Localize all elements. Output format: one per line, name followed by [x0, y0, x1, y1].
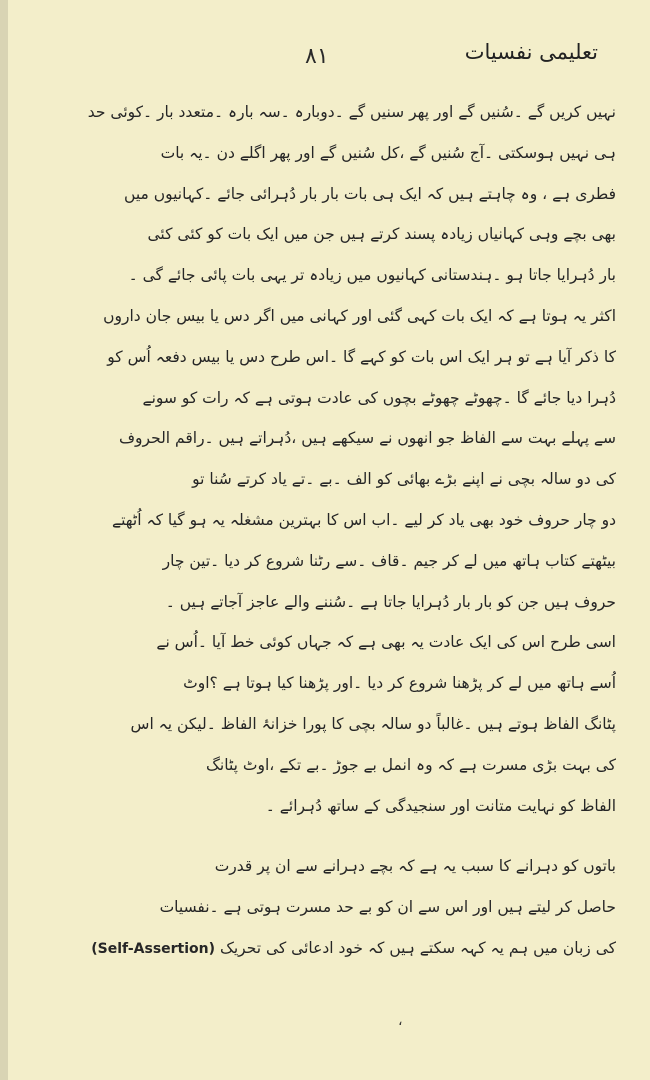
text-line: حاصل کر لیتے ہیں اور اس سے ان کو بے حد مسرت ہوتی ہے ۔نفسیات: [159, 898, 616, 917]
paragraph-gap: [46, 826, 616, 846]
book-title: تعلیمی نفسیات: [464, 40, 598, 64]
text-line: سے پہلے بہت سے الفاظ جو انھوں نے سیکھے ہیں ،دُہراتے ہیں ۔راقم الحروف: [118, 429, 616, 448]
text-line: ہی نہیں ہوسکتی ۔آج سُنیں گے ،کل سُنیں گے اور پھر اگلے دن ۔یہ بات: [160, 143, 616, 162]
footer-mark: ،: [398, 1013, 403, 1029]
text-line: کا ذکر آیا ہے تو ہر ایک اس بات کو کہے گا ۔اس طرح دس یا بیس دفعہ اُس کو: [107, 347, 616, 366]
text-line: فطری ہے ، وہ چاہتے ہیں کہ ایک ہی بات بار بار دُہرائی جائے ۔کہانیوں میں: [124, 184, 616, 203]
text-line: نہیں کریں گے ۔سُنیں گے اور پھر سنیں گے ۔دوبارہ ۔سہ بارہ ۔متعدد بار ۔کوئی حد: [87, 103, 616, 121]
text-line: کی دو سالہ بچی نے اپنے بڑے بھائی کو الف ۔بے ۔تے یاد کرتے سُنا تو: [192, 470, 616, 489]
text-line: بار دُہرایا جاتا ہو ۔ہندستانی کہانیوں میں زیادہ تر یہی بات پائی جائے گی ۔: [128, 266, 616, 285]
text-line-with-term: [46, 928, 616, 969]
page-number: ۸۱: [305, 44, 329, 69]
text-line: اُسے ہاتھ میں لے کر پڑھنا شروع کر دیا ۔اور پڑھنا کیا ہوتا ہے ؟اوٹ: [183, 674, 616, 693]
text-line: اسی طرح اس کی ایک عادت یہ بھی ہے کہ جہاں کوئی خط آیا ۔اُس نے: [156, 633, 616, 652]
text-line: باتوں کو دہرانے کا سبب یہ ہے کہ بچے دہرانے سے ان پر قدرت: [214, 857, 616, 876]
text-line: بیٹھتے کتاب ہاتھ میں لے کر جیم ۔قاف ۔سے رٹنا شروع کر دیا ۔تین چار: [162, 551, 616, 570]
text-line: کی بہت بڑی مسرت ہے کہ وہ انمل بے جوڑ ۔بے تکے ،اوٹ پٹانگ: [206, 755, 616, 774]
text-line: بھی بچے وہی کہانیاں زیادہ پسند کرتے ہیں جن میں ایک بات کو کئی کئی: [147, 225, 616, 244]
page-header: [0, 36, 650, 76]
text-line: الفاظ کو نہایت متانت اور سنجیدگی کے ساتھ دُہرائے ۔: [265, 796, 616, 815]
text-line: حروف ہیں جن کو بار بار دُہرایا جاتا ہے ۔سُننے والے عاجز آجاتے ہیں ۔: [165, 592, 616, 611]
text-line: دُہرا دیا جائے گا ۔چھوٹے چھوٹے بچوں کی عادت ہوتی ہے کہ رات کو سونے: [142, 388, 616, 407]
body-text: [46, 92, 616, 969]
page-binding-edge: [0, 0, 8, 1080]
text-line: پٹانگ الفاظ ہوتے ہیں ۔غالباً دو سالہ بچی کا پورا خزانۂ الفاظ ۔لیکن یہ اس: [130, 714, 616, 733]
text-line-segment: کی زبان میں ہم یہ کہہ سکتے ہیں کہ خود ادعائی کی تحریک: [219, 938, 616, 957]
text-line: اکثر یہ ہوتا ہے کہ ایک بات کہی گئی اور کہانی میں اگر دس یا بیس جان داروں: [103, 306, 616, 325]
english-term: (Self-Assertion): [91, 940, 216, 957]
text-line: دو چار حروف خود بھی یاد کر لیے ۔اب اس کا بہترین مشغلہ یہ ہو گیا کہ اُٹھتے: [112, 510, 616, 529]
